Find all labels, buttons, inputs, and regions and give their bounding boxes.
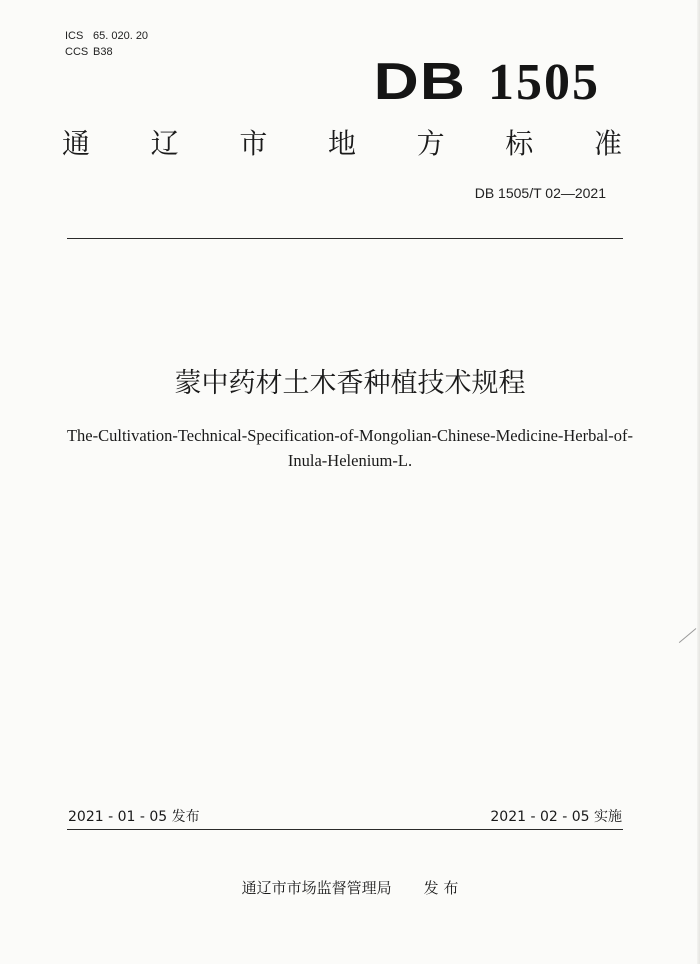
ccs-value: B38 bbox=[93, 46, 113, 58]
standard-type-char: 地 bbox=[327, 127, 356, 160]
standard-type-char: 辽 bbox=[150, 127, 179, 160]
ics-label: ICS bbox=[65, 30, 84, 42]
scan-artifact-mark bbox=[679, 628, 696, 643]
db-logo bbox=[373, 52, 600, 113]
issue-date: 2021 - 01 - 05 发布 bbox=[68, 809, 200, 825]
standard-number: DB 1505/T 02—2021 bbox=[474, 185, 606, 201]
standard-type-char: 通 bbox=[62, 127, 91, 160]
document-title-english-line1: The-Cultivation-Technical-Specification-of-Mongolian-Chinese-Medicine-Herbal-of- bbox=[66, 426, 634, 445]
ics-value: 65. 020. 20 bbox=[93, 30, 149, 42]
publisher-line bbox=[0, 877, 700, 898]
db-logo-letters: DB bbox=[373, 53, 466, 111]
implementation-date: 2021 - 02 - 05 实施 bbox=[490, 809, 622, 825]
standard-type-char: 标 bbox=[505, 127, 534, 160]
ccs-label: CCS bbox=[65, 46, 89, 58]
footer-divider bbox=[67, 829, 623, 830]
standard-type-heading bbox=[62, 124, 622, 164]
standard-type-char: 准 bbox=[593, 127, 622, 160]
ccs-code bbox=[65, 44, 148, 60]
db-logo-number: 1505 bbox=[488, 54, 600, 111]
publisher-name: 通辽市市场监督管理局 bbox=[241, 879, 392, 897]
document-title-english bbox=[40, 423, 660, 473]
standard-type-char: 市 bbox=[239, 127, 268, 160]
ics-code bbox=[65, 28, 148, 44]
standard-type-char: 方 bbox=[416, 127, 445, 160]
header-divider bbox=[67, 238, 623, 239]
publisher-action: 发 布 bbox=[423, 879, 459, 897]
document-title-chinese: 蒙中药材土木香种植技术规程 bbox=[174, 368, 526, 399]
document-title-english-line2: Inula-Helenium-L. bbox=[287, 451, 413, 470]
classification-codes bbox=[65, 28, 148, 60]
